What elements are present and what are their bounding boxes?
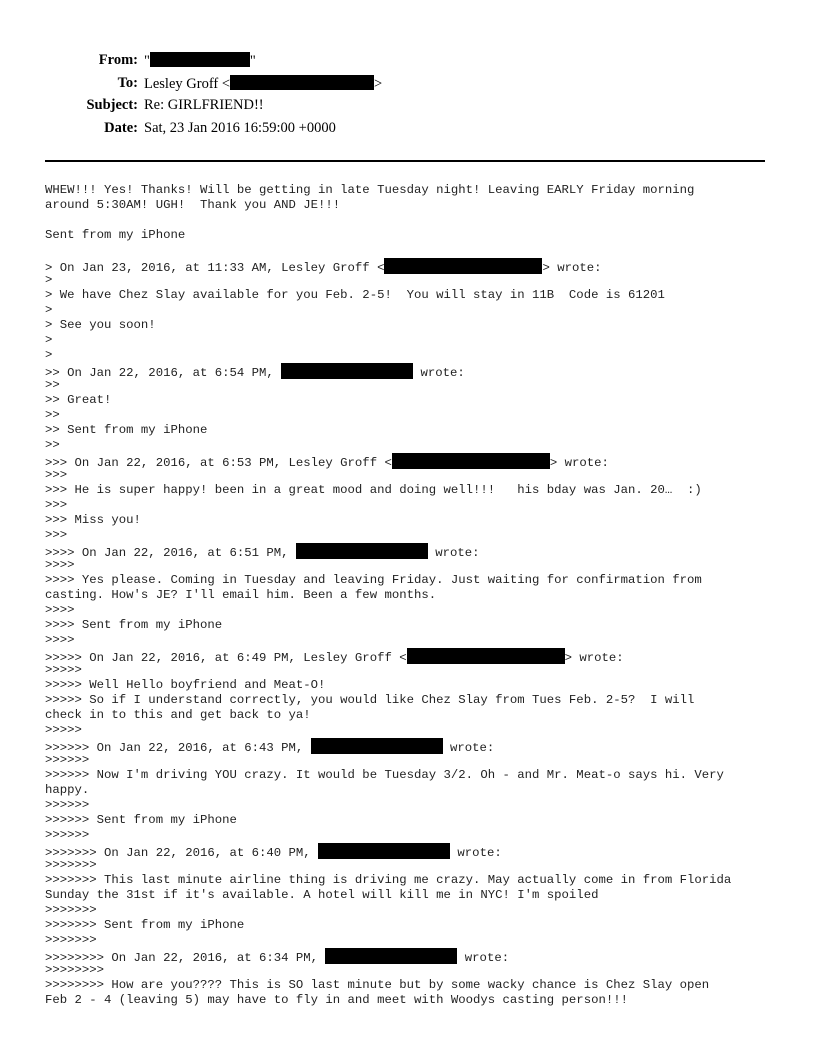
body-line [45,993,805,1008]
body-line-text: >>>> Sent from my iPhone [45,618,223,632]
body-line [45,543,805,558]
body-line-text: >>>>>> [45,753,90,767]
body-line [45,648,805,663]
body-line-text: >>>> [45,603,75,617]
body-line [45,738,805,753]
body-line [45,468,805,483]
redaction-bar [407,648,565,664]
body-line [45,243,805,258]
body-line-text: >> On Jan 22, 2016, at 6:54 PM, [45,366,282,380]
redaction-bar [150,52,250,67]
body-line-text: >>>>>>> This last minute airline thing is driving me crazy. May actually come in from Florida [45,873,732,887]
body-line [45,348,805,363]
body-line-text: >>>>>>>> [45,963,105,977]
to-label: To: [117,74,138,91]
body-line-text: >> Sent from my iPhone [45,423,208,437]
body-line-text: >>> He is super happy! been in a great mood and doing well!!! his bday was Jan. 20… :) [45,483,702,497]
date-row [0,120,816,143]
subject-label: Subject: [86,97,138,113]
body-line [45,528,805,543]
body-line-text: > See you soon! [45,318,156,332]
body-line [45,843,805,858]
body-line-text: >>>>>> Now I'm driving YOU crazy. It would be Tuesday 3/2. Oh - and Mr. Meat-o says hi. Very [45,768,724,782]
body-line [45,363,805,378]
body-line-text: >>> Miss you! [45,513,141,527]
body-line [45,618,805,633]
to-row [0,75,816,98]
body-line-text: >>>>>>> On Jan 22, 2016, at 6:40 PM, [45,846,319,860]
body-line [45,513,805,528]
body-line [45,753,805,768]
redaction-bar [311,738,443,754]
body-line [45,378,805,393]
redaction-bar [392,453,550,469]
body-line [45,903,805,918]
body-line-suffix: wrote: [427,546,480,560]
body-line-text: >>>> [45,633,75,647]
body-line-text: > [45,273,53,287]
body-line [45,723,805,738]
body-line-text: >> [45,438,60,452]
body-line-text: >> Great! [45,393,112,407]
body-line [45,978,805,993]
body-line-text: Sunday the 31st if it's available. A hotel will kill me in NYC! I'm spoiled [45,888,599,902]
body-line-text: >>>>>>> [45,858,97,872]
redaction-bar [325,948,457,964]
email-header [0,52,816,142]
date-label: Date: [104,119,138,136]
body-line [45,558,805,573]
body-line-text: >>>>>>> [45,933,97,947]
body-line-text: >>>>> Well Hello boyfriend and Meat-O! [45,678,326,692]
subject-row [0,97,816,120]
body-line-suffix: > wrote: [542,261,602,275]
body-line-suffix: > wrote: [564,651,624,665]
body-line-text: >>>>>>> Sent from my iPhone [45,918,245,932]
from-label: From: [98,52,138,68]
from-value: " " [144,53,256,69]
redaction-bar [318,843,450,859]
body-line [45,498,805,513]
body-line-text: casting. How's JE? I'll email him. Been a few months. [45,588,437,602]
body-line-text: >>>>>>>> How are you???? This is SO last minute but by some wacky chance is Chez Slay open [45,978,710,992]
body-line-text: Sent from my iPhone [45,228,186,242]
body-line-text: > On Jan 23, 2016, at 11:33 AM, Lesley Groff < [45,261,385,275]
body-line [45,948,805,963]
body-line-suffix: wrote: [450,846,502,860]
body-line [45,678,805,693]
body-line [45,588,805,603]
body-line [45,798,805,813]
body-line-text: >>>> On Jan 22, 2016, at 6:51 PM, [45,546,296,560]
body-line-text: >>>> Yes please. Coming in Tuesday and leaving Friday. Just waiting for confirmation from [45,573,702,587]
body-line [45,258,805,273]
header-divider [45,160,765,162]
body-line [45,858,805,873]
body-line [45,933,805,948]
body-line-text: WHEW!!! Yes! Thanks! Will be getting in late Tuesday night! Leaving EARLY Friday morning [45,183,695,197]
body-line-suffix: wrote: [413,366,465,380]
body-line [45,663,805,678]
redaction-bar [230,75,374,90]
body-line-suffix: wrote: [442,741,495,755]
body-line-text: >>>>>> [45,828,90,842]
body-line [45,303,805,318]
body-line [45,228,805,243]
body-line [45,213,805,228]
body-line [45,273,805,288]
body-line-text: >> [45,378,60,392]
body-line [45,693,805,708]
body-line [45,198,805,213]
body-line [45,918,805,933]
body-line-text: >>>>>> On Jan 22, 2016, at 6:43 PM, [45,741,311,755]
body-line-text: Feb 2 - 4 (leaving 5) may have to fly in and meet with Woodys casting person!!! [45,993,628,1007]
body-line [45,183,805,198]
to-value: Lesley Groff < > [144,75,383,92]
body-line [45,813,805,828]
body-line-text: check in to this and get back to ya! [45,708,311,722]
body-line [45,453,805,468]
body-line-text: >>>>>>> [45,903,97,917]
body-line-text: >>>>>> Sent from my iPhone [45,813,237,827]
body-line-text: around 5:30AM! UGH! Thank you AND JE!!! [45,198,341,212]
body-line [45,873,805,888]
body-line-text: >>>>> On Jan 22, 2016, at 6:49 PM, Lesley Groff < [45,651,407,665]
body-line-text: > [45,333,53,347]
body-line-text: >>> [45,528,68,542]
body-line [45,708,805,723]
body-line [45,888,805,903]
body-line-text: > [45,303,53,317]
body-line [45,783,805,798]
body-line [45,603,805,618]
body-line [45,333,805,348]
body-line [45,288,805,303]
to-name: Lesley Groff [144,75,219,92]
body-line [45,408,805,423]
body-line [45,768,805,783]
body-line-text: > [45,348,53,362]
body-line-suffix: > wrote: [549,456,609,470]
redaction-bar [296,543,428,559]
body-line [45,318,805,333]
date-value: Sat, 23 Jan 2016 16:59:00 +0000 [144,119,336,136]
body-line [45,483,805,498]
body-line-text: >>>>> [45,723,82,737]
body-line-suffix: wrote: [457,951,510,965]
body-line-text: >>>>> [45,663,82,677]
body-line [45,423,805,438]
subject-value: Re: GIRLFRIEND!! [144,97,264,113]
body-line [45,573,805,588]
body-line-text: >>>> [45,558,75,572]
body-line-text: >>> On Jan 22, 2016, at 6:53 PM, Lesley Groff < [45,456,392,470]
body-line [45,438,805,453]
body-line-text: >>>>>>>> On Jan 22, 2016, at 6:34 PM, [45,951,326,965]
body-line-text: > We have Chez Slay available for you Feb. 2-5! You will stay in 11B Code is 61201 [45,288,665,302]
body-line-text: >>>>>> [45,798,90,812]
body-line-text: >> [45,408,60,422]
body-line [45,393,805,408]
redaction-bar [281,363,413,379]
body-line [45,828,805,843]
body-line-text: >>> [45,498,68,512]
body-line [45,633,805,648]
email-body [45,183,805,1008]
body-line [45,963,805,978]
redaction-bar [384,258,542,274]
from-row [0,52,816,75]
body-line-text: >>>>> So if I understand correctly, you would like Chez Slay from Tues Feb. 2-5? I will [45,693,695,707]
body-line-text: >>> [45,468,68,482]
body-line-text: happy. [45,783,90,797]
